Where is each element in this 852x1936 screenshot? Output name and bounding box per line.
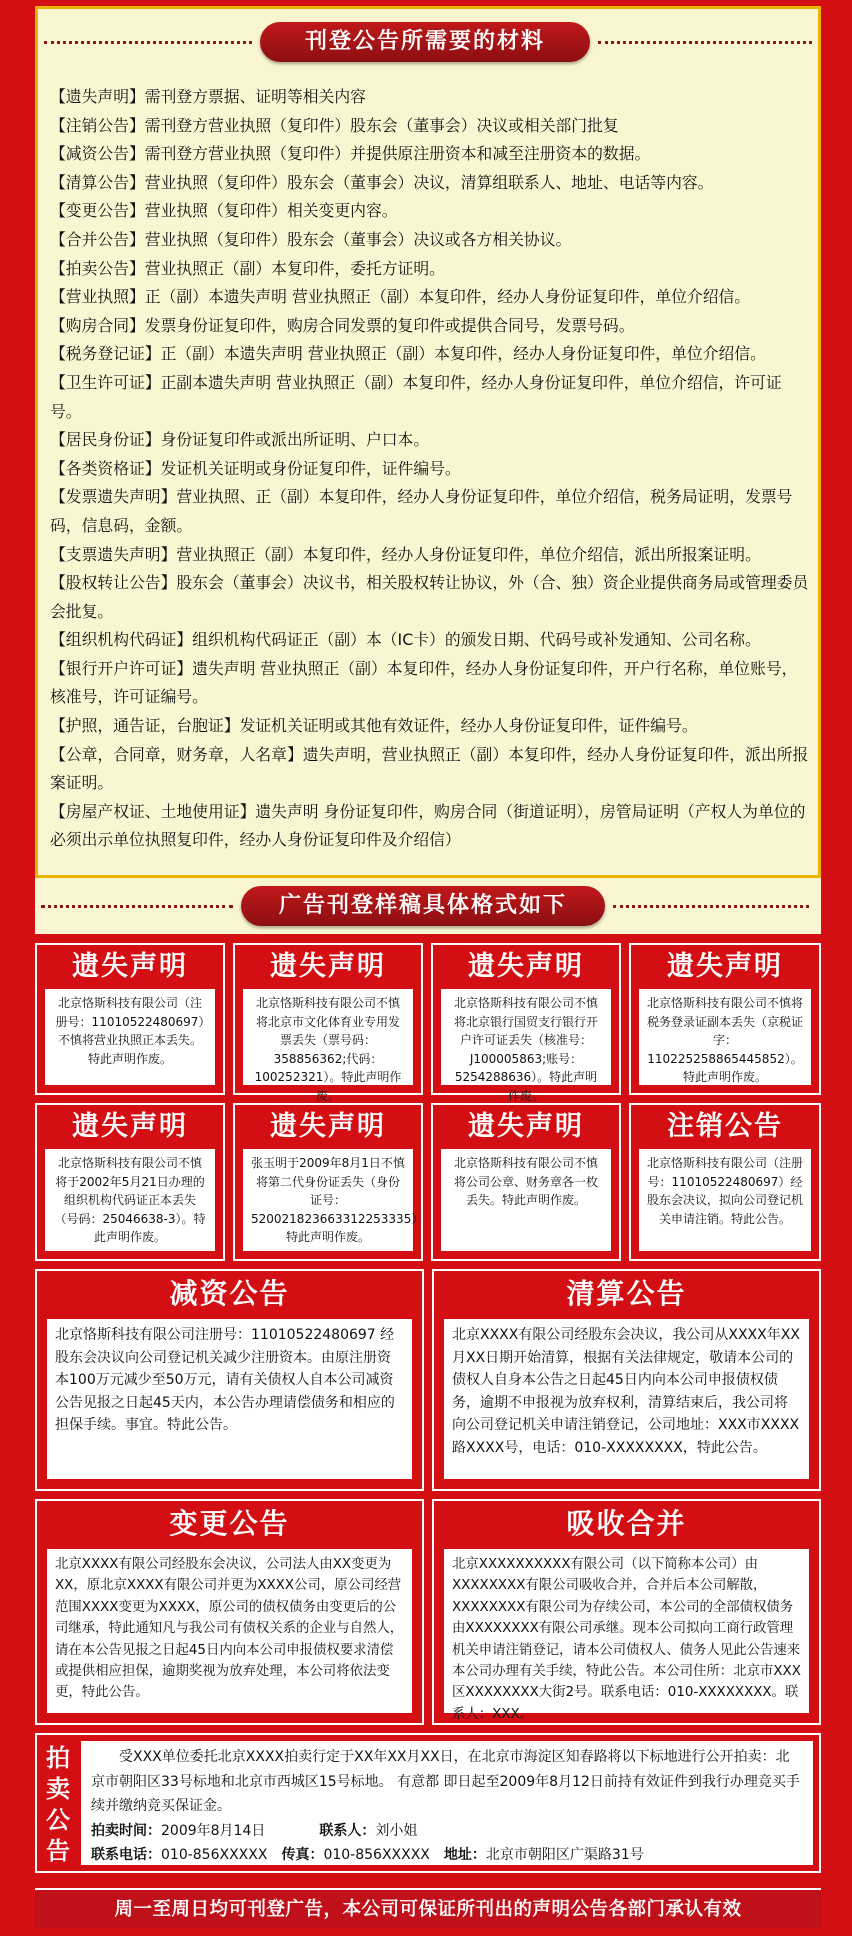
notice-cancellation xyxy=(629,1103,821,1261)
notice-title: 减资公告 xyxy=(169,1277,290,1310)
notice-title: 遗失声明 xyxy=(667,951,783,982)
auction-side-char: 卖 xyxy=(46,1775,70,1803)
notice-change xyxy=(35,1499,424,1725)
notice-title: 遗失声明 xyxy=(72,951,188,982)
materials-item: 【合并公告】营业执照（复印件）股东会（董事会）决议或各方相关协议。 xyxy=(50,229,572,249)
auction-text: 受XXX单位委托北京XXXX拍卖行定于XX年XX月XX日，在北京市海淀区知春路将以下标地进行公开拍卖：北京市朝阳区33号标地和北京市西城区15号标地。 有意都 即日起至2009年8月12日前持有效证件到我行办理竞买手续并缴纳竞买保证金。 xyxy=(91,1749,800,1814)
notice-title: 清算公告 xyxy=(566,1277,687,1310)
notice-body: 北京XXXXXXXXXX有限公司（以下简称本公司）由XXXXXXXX有限公司吸收合并，合并后本公司解散，XXXXXXXX有限公司为存续公司，本公司的全部债权债务由XXXXXXXX有限公司承继。现本公司拟向工商行政管理机关申请注销登记，请本公司债权人、债务人见此公告速来本公司办理有关手续，特此公告。本公司住所：北京市XXX区XXXXXXXX大街2号。联系电话：010-XXXXXXXX。联系人：XXX。 xyxy=(444,1549,809,1713)
notice-lost-seals xyxy=(431,1103,621,1261)
materials-item: 【遗失声明】需刊登方票据、证明等相关内容 xyxy=(50,87,366,106)
auction-time: 2009年8月14日 xyxy=(161,1822,266,1839)
notice-merger xyxy=(432,1499,821,1725)
notice-body: 北京恪斯科技有限公司不慎将北京市文化体育业专用发票丢失（票号码：358856362;代码：100252321）。特此声明作废。 xyxy=(243,989,413,1085)
materials-item: 【减资公告】需刊登方营业执照（复印件）并提供原注册资本和减至注册资本的数据。 xyxy=(50,144,651,164)
materials-panel xyxy=(35,6,821,878)
banner-dotted-line-right xyxy=(598,41,812,44)
notice-title: 遗失声明 xyxy=(270,951,386,982)
notice-liquidation xyxy=(432,1269,821,1491)
materials-item: 【注销公告】需刊登方营业执照（复印件）股东会（董事会）决议或相关部门批复 xyxy=(50,115,619,135)
notice-title: 遗失声明 xyxy=(72,1111,188,1142)
auction-side-title xyxy=(37,1735,79,1871)
materials-item: 【组织机构代码证】组织机构代码证正（副）本（IC卡）的颁发日期、代码号或补发通知、公司名称。 xyxy=(50,630,761,650)
materials-item: 【税务登记证】正（副）本遗失声明 营业执照正（副）本复印件，经办人身份证复印件，单位介绍信。 xyxy=(50,344,766,364)
notice-body: 北京恪斯科技有限公司不慎将于2002年5月21日办理的组织机构代码证正本丢失（号码：25046638-3）。特此声明作废。 xyxy=(45,1149,215,1251)
banner-dotted-line-right xyxy=(613,905,809,908)
notice-lost-license xyxy=(35,943,225,1095)
materials-item: 【发票遗失声明】营业执照、正（副）本复印件，经办人身份证复印件，单位介绍信，税务局证明，发票号码，信息码，金额。 xyxy=(50,487,793,535)
notice-title: 变更公告 xyxy=(169,1507,290,1540)
notice-body: 北京XXXX有限公司经股东会决议，公司法人由XX变更为XX，原北京XXXX有限公司并更为XXXX公司，原公司经营范围XXXX变更为XXXX，原公司的债权债务由变更后的公司继承，特此通知凡与我公司有债权关系的企业与自然人，请在本公告见报之日起45日内向本公司申报债权要求清偿或提供相应担保，逾期奖视为放弃处理，本公司将依法变更，特此公告。 xyxy=(47,1549,412,1713)
materials-banner xyxy=(38,22,818,62)
notice-body: 北京恪斯科技有限公司不慎将北京银行国贸支行银行开户许可证丢失（核准号：J100005863;账号：5254288636）。特此声明作废。 xyxy=(441,989,611,1085)
notice-lost-invoice xyxy=(233,943,423,1103)
auction-info-row-2 xyxy=(91,1843,803,1868)
auction-phone-label: 联系电话： xyxy=(91,1847,161,1863)
materials-item: 【支票遗失声明】营业执照正（副）本复印件，经办人身份证复印件，单位介绍信，派出所报案证明。 xyxy=(50,544,761,564)
auction-info-row-1 xyxy=(91,1819,803,1844)
notice-lost-bank-permit xyxy=(431,943,621,1103)
banner-dotted-line-left xyxy=(44,41,252,44)
auction-time-label: 拍卖时间： xyxy=(91,1822,161,1839)
notice-title: 遗失声明 xyxy=(468,1111,584,1142)
auction-side-char: 告 xyxy=(46,1837,70,1865)
materials-item: 【购房合同】发票身份证复印件，购房合同发票的复印件或提供合同号，发票号码。 xyxy=(50,315,635,335)
materials-item: 【变更公告】营业执照（复印件）相关变更内容。 xyxy=(50,201,398,221)
auction-fax-label: 传真： xyxy=(281,1847,324,1863)
auction-body xyxy=(81,1741,813,1865)
notice-body: 北京恪斯科技有限公司（注册号：11010522480697）经股东会决议，拟向公司登记机关申请注销。特此公告。 xyxy=(639,1149,811,1251)
auction-phone: 010-856XXXXX xyxy=(161,1847,268,1863)
banner-dotted-line-left xyxy=(41,905,233,908)
notice-body: 北京恪斯科技有限公司注册号：11010522480697 经股东会决议向公司登记机关减少注册资本。由原注册资本100万元减少至50万元，请有关债权人自本公司减资公告见报之日起45天内，本公告办理请偿债务和相应的担保手续。事宜。特此公告。 xyxy=(47,1319,412,1479)
notice-title: 遗失声明 xyxy=(270,1111,386,1142)
materials-item: 【卫生许可证】正副本遗失声明 营业执照正（副）本复印件，经办人身份证复印件，单位介绍信，许可证号。 xyxy=(50,372,782,421)
materials-item: 【公章，合同章，财务章，人名章】遗失声明，营业执照正（副）本复印件，经办人身份证复印件，派出所报案证明。 xyxy=(50,744,809,793)
notice-body: 张玉明于2009年8月1日不慎将第二代身份证丢失（身份证号：520021823663312253335）特此声明作废。 xyxy=(243,1149,413,1251)
materials-item: 【清算公告】营业执照（复印件）股东会（董事会）决议，清算组联系人、地址、电话等内容。 xyxy=(50,172,714,192)
auction-side-char: 拍 xyxy=(46,1744,70,1772)
auction-fax: 010-856XXXXX xyxy=(323,1847,430,1863)
materials-item: 【各类资格证】发证机关证明或身份证复印件，证件编号。 xyxy=(50,458,461,478)
materials-banner-title: 刊登公告所需要的材料 xyxy=(260,22,590,62)
materials-item: 【护照，通告证，台胞证】发证机关证明或其他有效证件，经办人身份证复印件，证件编号。 xyxy=(50,716,698,736)
notice-body: 北京恪斯科技有限公司不慎将税务登录证副本丢失（京税证字：110225258865445852）。特此声明作废。 xyxy=(639,989,811,1085)
notice-body: 北京XXXX有限公司经股东会决议，我公司从XXXX年XX月XX日期开始清算，根据有关法律规定，敬请本公司的债权人自身本公告之日起45日内向本公司申报债权债务，逾期不申报视为放弃权利，清算结束后，我公司将向公司登记机关申请注销登记，公司地址：XXX市XXXX路XXXX号，电话：010-XXXXXXXX，特此公告。 xyxy=(444,1319,809,1479)
notice-body: 北京恪斯科技有限公司不慎将公司公章、财务章各一枚丢失。特此声明作废。 xyxy=(441,1149,611,1251)
notice-lost-id-card xyxy=(233,1103,423,1261)
auction-notice xyxy=(35,1733,821,1873)
materials-item: 【居民身份证】身份证复印件或派出所证明、户口本。 xyxy=(50,430,430,450)
samples-banner-area xyxy=(35,878,821,934)
notice-capital-reduction xyxy=(35,1269,424,1491)
notice-title: 吸收合并 xyxy=(566,1507,687,1540)
auction-side-char: 公 xyxy=(46,1806,70,1834)
auction-address: 北京市朝阳区广渠路31号 xyxy=(485,1847,644,1863)
auction-contact: 刘小姐 xyxy=(375,1822,418,1839)
materials-item: 【房屋产权证、土地使用证】遗失声明 身份证复印件，购房合同（街道证明），房管局证明（产权人为单位的必须出示单位执照复印件，经办人身份证复印件及介绍信） xyxy=(50,801,806,850)
materials-item: 【银行开户许可证】遗失声明 营业执照正（副）本复印件，经办人身份证复印件，开户行名称，单位账号，核准号，许可证编号。 xyxy=(50,658,798,707)
materials-item: 【营业执照】正（副）本遗失声明 营业执照正（副）本复印件，经办人身份证复印件，单位介绍信。 xyxy=(50,287,751,307)
notice-title: 注销公告 xyxy=(667,1111,783,1142)
notice-title: 遗失声明 xyxy=(468,951,584,982)
samples-banner xyxy=(35,886,821,926)
notice-body: 北京恪斯科技有限公司（注册号：11010522480697）不慎将营业执照正本丢失。特此声明作废。 xyxy=(45,989,215,1085)
materials-item: 【股权转让公告】股东会（董事会）决议书，相关股权转让协议，外（合、独）资企业提供商务局或管理委员会批复。 xyxy=(50,573,809,621)
materials-item: 【拍卖公告】营业执照正（副）本复印件，委托方证明。 xyxy=(50,258,445,278)
notice-lost-org-code xyxy=(35,1103,225,1261)
notice-lost-tax-cert xyxy=(629,943,821,1095)
auction-address-label: 地址： xyxy=(443,1847,486,1863)
auction-contact-label: 联系人： xyxy=(319,1822,376,1839)
footer-slogan: 周一至周日均可刊登广告，本公司可保证所刊出的声明公告各部门承认有效 xyxy=(35,1888,821,1928)
samples-banner-title: 广告刊登样稿具体格式如下 xyxy=(241,886,605,926)
materials-list xyxy=(50,83,812,855)
